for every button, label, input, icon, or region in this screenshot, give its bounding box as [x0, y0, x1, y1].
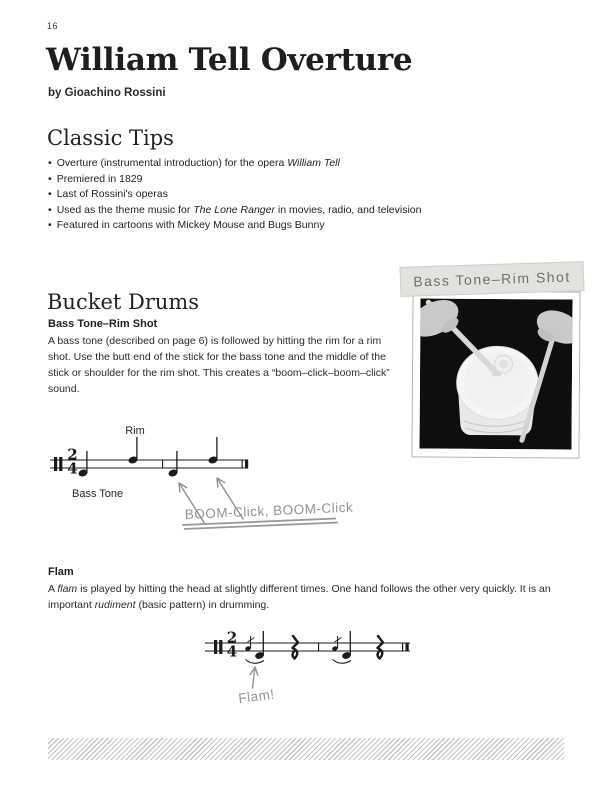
time-signature-bottom: 4 [226, 642, 238, 661]
final-barline [242, 460, 249, 469]
classic-tips-list [48, 156, 548, 234]
page-number: 16 [47, 21, 59, 31]
bullet-text: in movies, radio, and television [274, 203, 422, 216]
flam-note-1 [245, 631, 265, 663]
flam-text-italic: flam [57, 583, 78, 595]
flam-text: (basic pattern) in drumming. [135, 599, 270, 611]
bullet-glyph: • [48, 172, 52, 185]
flam-paragraph [48, 581, 560, 613]
quarter-note-bass-1 [78, 451, 89, 478]
photo-frame [411, 290, 580, 458]
flam-text: A [48, 583, 58, 595]
bullet-glyph: • [48, 188, 52, 201]
notation-flam [195, 622, 425, 714]
flam-text-italic: rudiment [94, 599, 136, 611]
bucket-drum-photo [419, 298, 572, 449]
bullet-glyph: • [48, 157, 52, 169]
quarter-note-bass-2 [168, 451, 179, 478]
list-item [48, 156, 548, 172]
byline: by Gioachino Rossini [48, 87, 166, 99]
bullet-text: Featured in cartoons with Mickey Mouse and Bugs Bunny [56, 219, 325, 232]
bullet-glyph: • [48, 219, 52, 232]
bullet-glyph: • [48, 203, 52, 216]
list-item [48, 187, 548, 203]
handwritten-arrow [250, 667, 257, 688]
quarter-note-rim-1 [128, 437, 139, 465]
bass-tone-label: Bass Tone [72, 488, 124, 500]
percussion-clef [54, 457, 62, 471]
subheading-bass-tone-rim-shot: Bass Tone–Rim Shot [48, 318, 158, 330]
flam-annotation: Flam! [237, 686, 276, 706]
bass-tone-rim-shot-paragraph: A bass tone (described on page 6) is followed by hitting the rim for a rim shot. Use the butt end of the stick for the bass tone and the middle of the stick or shoulder for the rim shot. This creates a “boom–click–boom–click” sound. [48, 335, 390, 395]
list-item [48, 172, 548, 188]
list-item [48, 218, 548, 234]
bullet-text: Last of Rossini's operas [56, 188, 168, 201]
bullet-text: Premiered in 1829 [56, 172, 143, 185]
quarter-rest-2 [378, 636, 384, 659]
flam-text: is played by hitting the head at slightly different times. One hand follows the other very quickly. It is an important [48, 583, 551, 611]
bullet-text-italic: The Lone Ranger [193, 203, 275, 216]
boom-click-annotation: BOOM-Click, BOOM-Click [184, 499, 354, 522]
quarter-rest-1 [293, 636, 299, 659]
barline [318, 643, 319, 651]
section-heading-classic-tips: Classic Tips [47, 126, 174, 150]
bucket-drum-photo-block [398, 258, 592, 466]
time-signature-top: 2 [226, 628, 238, 647]
subheading-flam: Flam [48, 566, 74, 578]
bullet-text-italic: William Tell [287, 157, 340, 169]
decorative-hatch-bar [48, 738, 564, 760]
list-item [48, 203, 548, 219]
barline [162, 460, 163, 468]
bullet-text: Overture (instrumental introduction) for the opera [56, 157, 288, 169]
page-title: William Tell Overture [46, 42, 413, 78]
section-heading-bucket-drums: Bucket Drums [47, 290, 200, 314]
time-signature-bottom: 4 [67, 459, 78, 478]
tape-label: Bass Tone–Rim Shot [400, 261, 585, 297]
percussion-clef [214, 640, 222, 654]
time-signature-top: 2 [67, 445, 78, 464]
bullet-text: Used as the theme music for [56, 203, 194, 216]
notation-bass-tone-rim-shot [46, 424, 366, 542]
flam-note-2 [332, 631, 352, 663]
quarter-note-rim-2 [208, 437, 219, 465]
staff [50, 460, 248, 468]
final-barline [402, 643, 409, 652]
rim-label: Rim [125, 425, 145, 437]
